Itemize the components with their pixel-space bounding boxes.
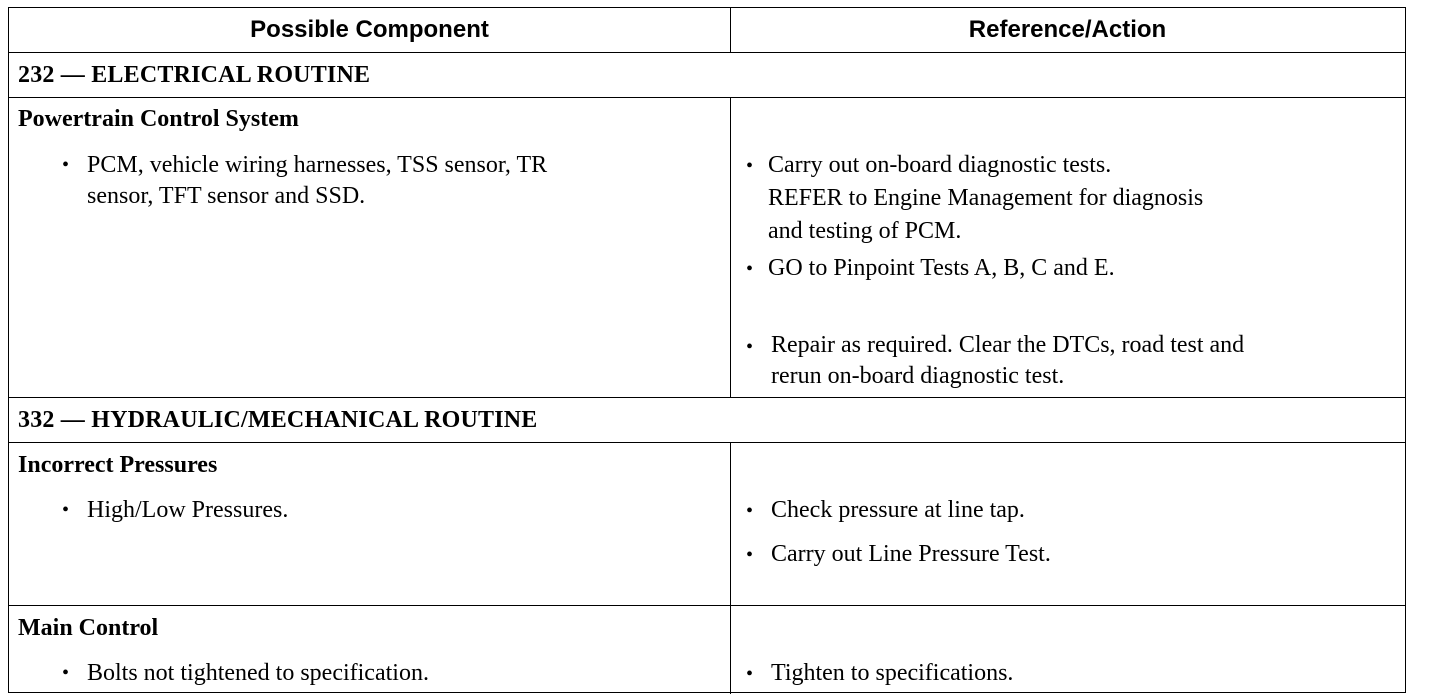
section-title-electrical: 232 — ELECTRICAL ROUTINE <box>18 62 371 88</box>
section-title-hydraulic: 332 — HYDRAULIC/MECHANICAL ROUTINE <box>18 407 538 433</box>
component-bullet: • <box>62 154 70 176</box>
component-text-line1: High/Low Pressures. <box>87 497 289 523</box>
component-text-line2: sensor, TFT sensor and SSD. <box>87 183 366 209</box>
group-title-powertrain: Powertrain Control System <box>18 106 299 132</box>
component-text-line1: Bolts not tightened to specification. <box>87 660 429 686</box>
action-text-line1: Check pressure at line tap. <box>771 497 1025 523</box>
action-text-line1: Carry out on-board diagnostic tests. <box>768 152 1112 178</box>
group-title-pressures: Incorrect Pressures <box>18 452 218 478</box>
diagnostic-table <box>8 7 1406 693</box>
action-text-line1: Repair as required. Clear the DTCs, road test and <box>771 332 1245 358</box>
group-pressures-divider <box>730 442 731 605</box>
action-bullet: • <box>746 544 754 566</box>
header-bottom-rule <box>9 52 1405 53</box>
action-bullet: • <box>746 336 754 358</box>
group-powertrain-bottom-rule <box>9 397 1405 398</box>
group-title-main-control: Main Control <box>18 615 159 641</box>
group-pressures-bottom-rule <box>9 605 1405 606</box>
action-bullet: • <box>746 258 754 280</box>
action-bullet: • <box>746 500 754 522</box>
header-divider <box>730 8 731 52</box>
component-bullet: • <box>62 499 70 521</box>
group-main-control-divider <box>730 605 731 694</box>
action-text-line2: rerun on-board diagnostic test. <box>771 363 1065 389</box>
action-text-line1: GO to Pinpoint Tests A, B, C and E. <box>768 255 1115 281</box>
header-possible-component: Possible Component <box>250 16 489 43</box>
group-powertrain-divider <box>730 97 731 397</box>
action-text-line3: and testing of PCM. <box>768 218 962 244</box>
section-hydraulic-rule <box>9 442 1405 443</box>
section-electrical-rule <box>9 97 1405 98</box>
action-text-line1: Carry out Line Pressure Test. <box>771 541 1051 567</box>
action-text-line2: REFER to Engine Management for diagnosis <box>768 185 1204 211</box>
component-bullet: • <box>62 662 70 684</box>
action-bullet: • <box>746 663 754 685</box>
component-text-line1: PCM, vehicle wiring harnesses, TSS sensor, TR <box>87 152 548 178</box>
header-reference-action: Reference/Action <box>968 16 1167 43</box>
action-text-line1: Tighten to specifications. <box>771 660 1014 686</box>
action-bullet: • <box>746 155 754 177</box>
